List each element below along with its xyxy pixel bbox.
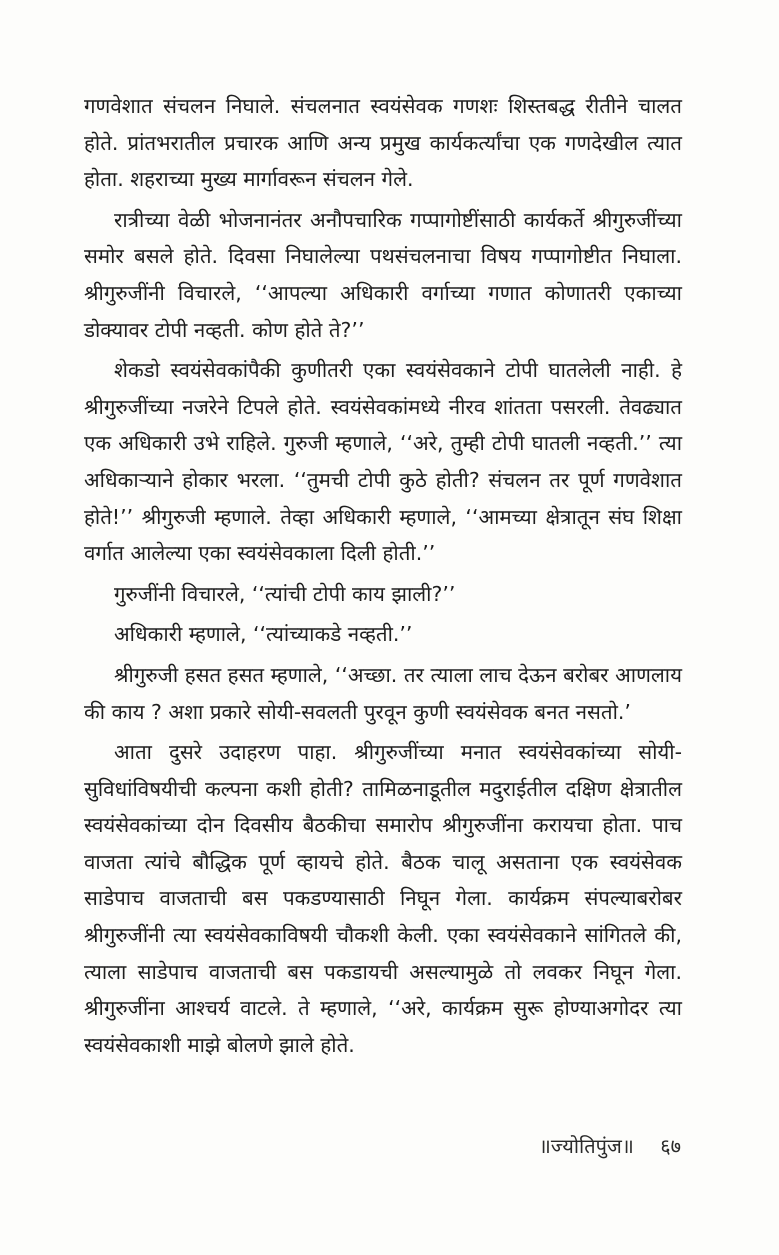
running-title: ॥ज्योतिपुंज॥ bbox=[538, 1134, 634, 1158]
paragraph-7: आता दुसरे उदाहरण पाहा. श्रीगुरुजींच्या मनात स्वयंसेवकांच्या सोयी-सुविधांविषयीची कल्पना कशी होती? तामिळनाडूतील मदुराईतील दक्षिण क्षेत्रातील स्वयंसेवकांच्या दोन दिवसीय बैठकीचा समारोप श्रीगुरुजींना करायचा होता. पाच वाजता त्यांचे बौद्धिक पूर्ण व्हायचे होते. बैठक चालू असताना एक स्वयंसेवक साडेपाच वाजताची बस पकडण्यासाठी निघून गेला. कार्यक्रम संपल्याबरोबर श्रीगुरुजींनी त्या स्वयंसेवकाविषयी चौकशी केली. एका स्वयंसेवकाने सांगितले की, त्याला साडेपाच वाजताची बस पकडायची असल्यामुळे तो लवकर निघून गेला. श्रीगुरुजींना आश्चर्य वाटले. ते म्हणाले, ‘‘अरे, कार्यक्रम सुरू होण्याअगोदर त्या स्वयंसेवकाशी माझे बोलणे झाले होते. bbox=[84, 740, 682, 1057]
paragraph-3: शेकडो स्वयंसेवकांपैकी कुणीतरी एका स्वयंसेवकाने टोपी घातलेली नाही. हे श्रीगुरुजींच्या नजरेने टिपले होते. स्वयंसेवकांमध्ये नीरव शांतता पसरली. तेवढ्यात एक अधिकारी उभे राहिले. गुरुजी म्हणाले, ‘‘अरे, तुम्ही टोपी घातली नव्हती.’’ त्या अधिकाऱ्याने होकार भरला. ‘‘तुमची टोपी कुठे होती? संचलन तर पूर्ण गणवेशात होते!’’ श्रीगुरुजी म्हणाले. तेव्हा अधिकारी म्हणाले, ‘‘आमच्या क्षेत्रातून संघ शिक्षा वर्गात आलेल्या एका स्वयंसेवकाला दिली होती.’’ bbox=[84, 358, 682, 566]
paragraph-1: गणवेशात संचलन निघाले. संचलनात स्वयंसेवक गणशः शिस्तबद्ध रीतीने चालत होते. प्रांतभरातील प्रचारक आणि अन्य प्रमुख कार्यकर्त्यांचा एक गणदेखील त्यात होता. शहराच्या मुख्य मार्गावरून संचलन गेले. bbox=[84, 94, 682, 192]
paragraph-6: श्रीगुरुजी हसत हसत म्हणाले, ‘‘अच्छा. तर त्याला लाच देऊन बरोबर आणलाय की काय ? अशा प्रकारे सोयी-सवलती पुरवून कुणी स्वयंसेवक बनत नसतो.’ bbox=[84, 662, 682, 724]
body-text bbox=[84, 88, 682, 1063]
page-footer bbox=[539, 1132, 681, 1159]
paragraph-2: रात्रीच्या वेळी भोजनानंतर अनौपचारिक गप्पागोष्टींसाठी कार्यकर्ते श्रीगुरुजींच्या समोर बसले होते. दिवसा निघालेल्या पथसंचलनाचा विषय गप्पागोष्टीत निघाला. श्रीगुरुजींनी विचारले, ‘‘आपल्या अधिकारी वर्गाच्या गणात कोणातरी एकाच्या डोक्यावर टोपी नव्हती. कोण होते ते?’’ bbox=[84, 207, 682, 342]
paragraph-4: गुरुजींनी विचारले, ‘‘त्यांची टोपी काय झाली?’’ bbox=[114, 581, 456, 606]
paragraph-5: अधिकारी म्हणाले, ‘‘त्यांच्याकडे नव्हती.’’ bbox=[114, 622, 413, 647]
page-number: ६७ bbox=[660, 1134, 681, 1158]
